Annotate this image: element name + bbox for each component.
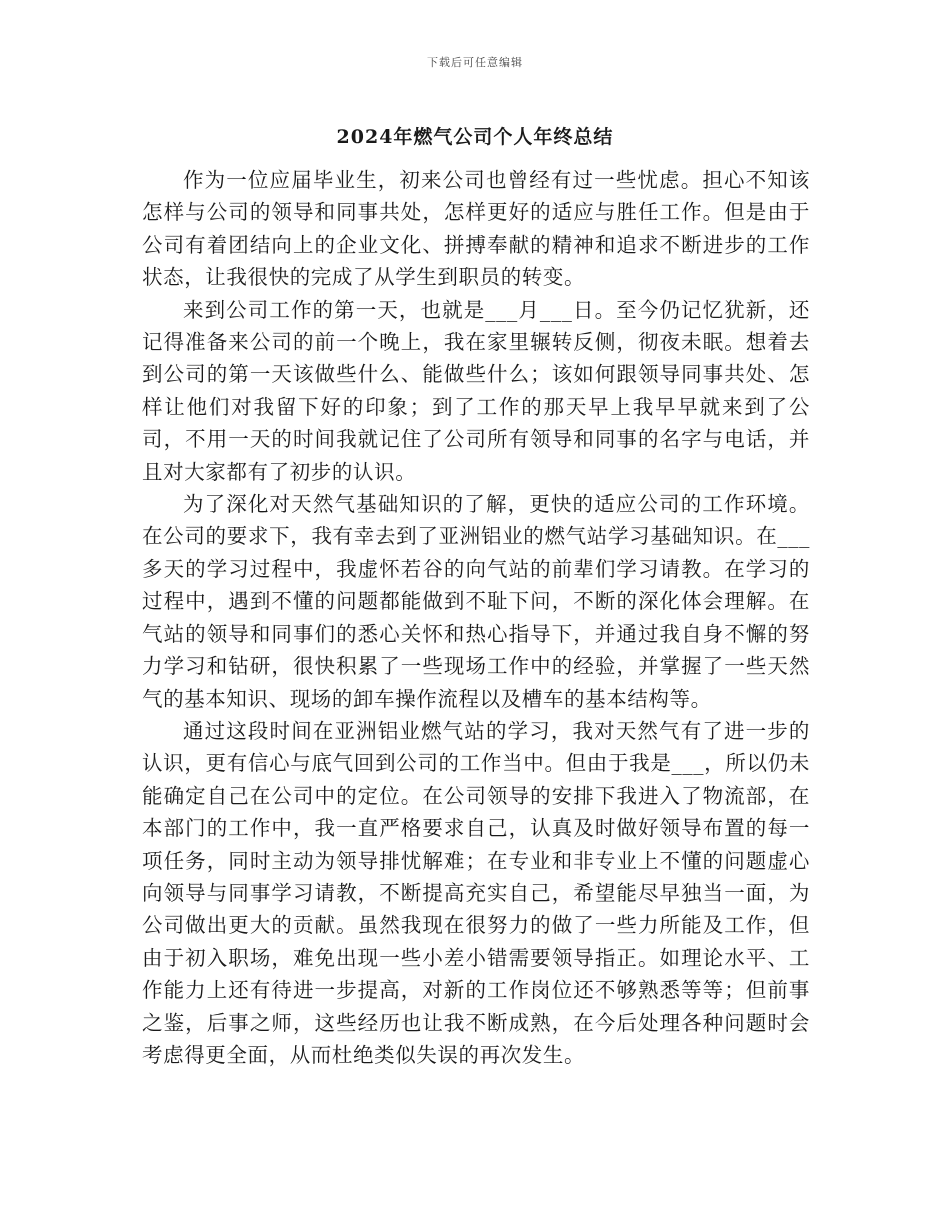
paragraph-4: 通过这段时间在亚洲铝业燃气站的学习，我对天然气有了进一步的认识，更有信心与底气回到公司的工作当中。但由于我是___，所以仍未能确定自己在公司中的定位。在公司领导的安排下我进入了物流部，在本部门的工作中，我一直严格要求自己，认真及时做好领导布置的每一项任务，同时主动为领导排忧解难；在专业和非专业上不懂的问题虚心向领导与同事学习请教，不断提高充实自己，希望能尽早独当一面，为公司做出更大的贡献。虽然我现在很努力的做了一些力所能及工作，但由于初入职场，难免出现一些小差小错需要领导指正。如理论水平、工作能力上还有待进一步提高，对新的工作岗位还不够熟悉等等；但前事之鉴，后事之师，这些经历也让我不断成熟，在今后处理各种问题时会考虑得更全面，从而杜绝类似失误的再次发生。 xyxy=(142,718,810,1067)
document-title: 2024年燃气公司个人年终总结 xyxy=(336,126,614,148)
paragraph-1: 作为一位应届毕业生，初来公司也曾经有过一些忧虑。担心不知该怎样与公司的领导和同事共处，怎样更好的适应与胜任工作。但是由于公司有着团结向上的企业文化、拼搏奉献的精神和追求不断进步的工作状态，让我很快的完成了从学生到职员的转变。 xyxy=(142,168,810,290)
page-header-note: 下载后可任意编辑 xyxy=(427,56,523,69)
document-body xyxy=(142,164,810,1071)
paragraph-2: 来到公司工作的第一天，也就是___月___日。至今仍记忆犹新，还记得准备来公司的前一个晚上，我在家里辗转反侧，彻夜未眠。想着去到公司的第一天该做些什么、能做些什么；该如何跟领导同事共处、怎样让他们对我留下好的印象；到了工作的那天早上我早早就来到了公司，不用一天的时间我就记住了公司所有领导和同事的名字与电话，并且对大家都有了初步的认识。 xyxy=(142,297,810,484)
paragraph-3: 为了深化对天然气基础知识的了解，更快的适应公司的工作环境。在公司的要求下，我有幸去到了亚洲铝业的燃气站学习基础知识。在___多天的学习过程中，我虚怀若谷的向气站的前辈们学习请教。在学习的过程中，遇到不懂的问题都能做到不耻下问，不断的深化体会理解。在气站的领导和同事们的悉心关怀和热心指导下，并通过我自身不懈的努力学习和钻研，很快积累了一些现场工作中的经验，并掌握了一些天然气的基本知识、现场的卸车操作流程以及槽车的基本结构等。 xyxy=(142,492,810,711)
